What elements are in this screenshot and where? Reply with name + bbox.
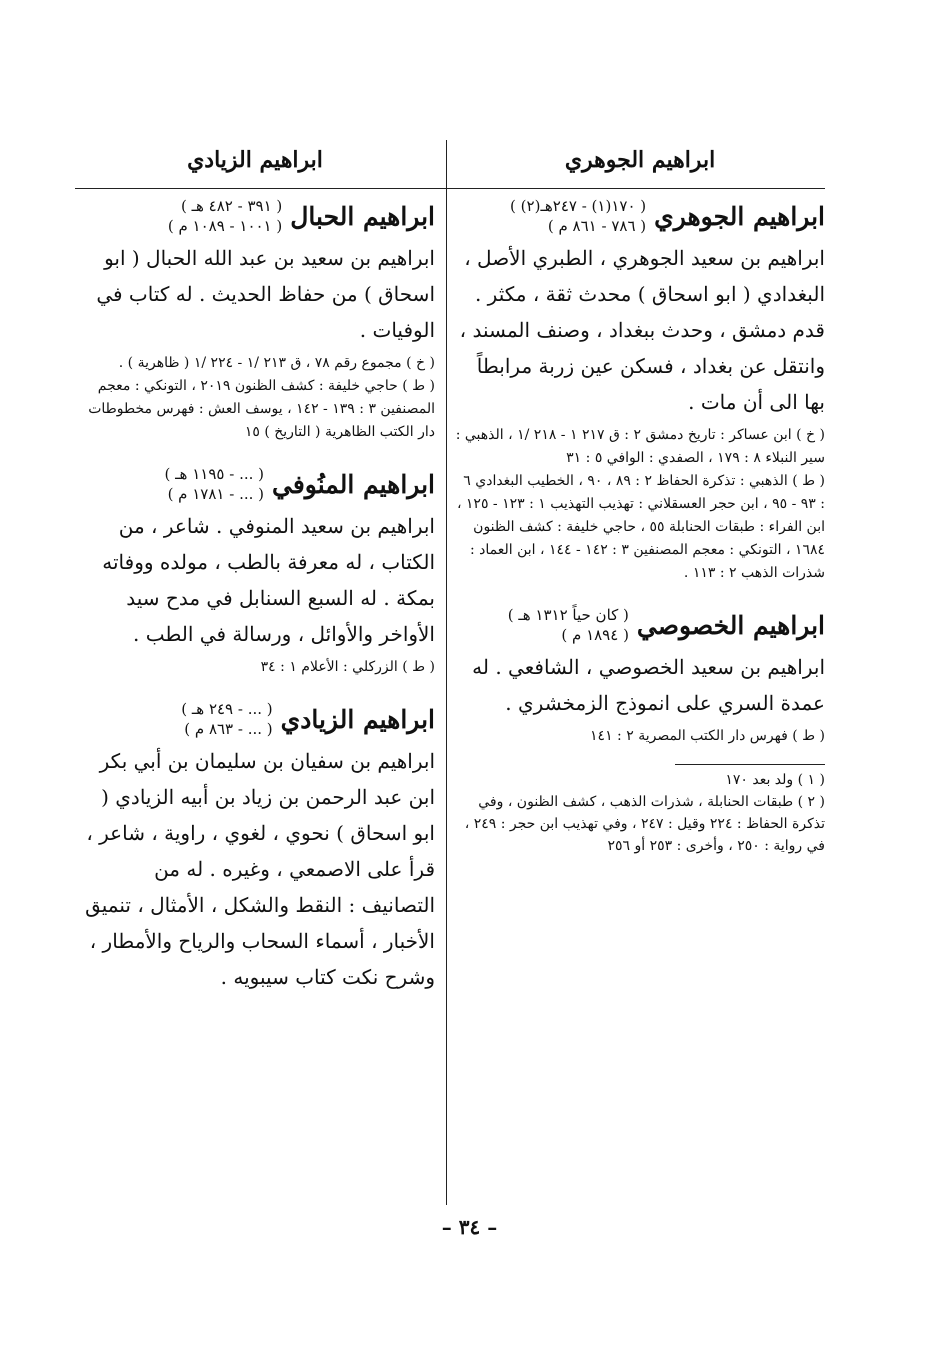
reference-printed: ( ط ) حاجي خليفة : كشف الظنون ٢٠١٩ ، التونكي : معجم المصنفين ٣ : ١٣٩ - ١٤٢ ، يوسف العش : فهرس مخطوطات دار الكتب الظاهرية ( التاريخ ) ١٥ [88, 378, 435, 440]
dates-hijri: ( ١٧٠(١) - ٢٤٧هـ(٢) ) [510, 197, 647, 215]
page-number: – ٣٤ – [441, 1215, 498, 1239]
footnotes [455, 769, 825, 857]
entry-body: ابراهيم بن سعيد الخصوصي ، الشافعي . له عمدة السري على انموذج الزمخشري . [472, 655, 825, 715]
entry-head [455, 605, 825, 645]
entry-dates [510, 196, 646, 236]
entry-name: ابراهيم الزيادي [280, 704, 435, 734]
entry-head [75, 196, 435, 236]
dates-gregorian: ( ... - ١٧٨١ م ) [167, 485, 265, 503]
dates-hijri: ( ٣٩١ - ٤٨٢ هـ ) [180, 197, 283, 215]
entry-body: ابراهيم بن سفيان بن سليمان بن أبي بكر ابن عبد الرحمن بن زياد بن أبيه الزيادي ( ابو اسحاق ) نحوي ، لغوي ، راوية ، شاعر ، قرأ على الاصمعي ، وغيره . له من التصانيف : النقط والشكل ، الأمثال ، تنميق الأخبار ، أسماء السحاب والرياح والأمطار ، وشرح نكت كتاب سيبويه . [85, 749, 435, 989]
footnote-2: ( ٢ ) طبقات الحنابلة ، شذرات الذهب ، كشف الظنون ، وفي تذكرة الحفاظ : ٢٢٤ وقيل : ٢٤٧ ، وفي تهذيب ابن حجر : ٢٤٩ ، في رواية : ٢٥٠ ، وأخرى : ٢٥٣ أو ٢٥٦ [464, 794, 825, 854]
entry-name: ابراهيم المنُوفي [272, 469, 435, 499]
reference-printed: ( ط ) فهرس دار الكتب المصرية ٢ : ١٤١ [590, 728, 825, 744]
dates-gregorian: ( ... - ٨٦٣ م ) [184, 720, 273, 738]
entry-body: ابراهيم بن سعيد المنوفي . شاعر ، من الكتاب ، له معرفة بالطب ، مولده ووفاته بمكة . له السبع السنابل في مدح سيد الأواخر والأوائل ، ورسالة في الطب . [102, 514, 435, 646]
entry-ziyadi [75, 699, 435, 995]
reference-printed: ( ط ) الزركلي : الأعلام ١ : ٣٤ [260, 659, 435, 675]
entry-body: ابراهيم بن سعيد بن عبد الله الحبال ( ابو اسحاق ) من حفاظ الحديث . له كتاب في الوفيات . [96, 246, 435, 342]
entry-habbal [75, 196, 435, 444]
entry-name: ابراهيم الخصوصي [636, 610, 825, 640]
entry-references [455, 725, 825, 748]
right-column-header: ابراهيم الجوهري [564, 147, 716, 173]
entry-dates [168, 196, 282, 236]
entry-khususi [455, 605, 825, 748]
entry-dates [508, 605, 629, 645]
dates-hijri: ( ... - ٢٤٩ هـ ) [181, 700, 273, 718]
entry-references [75, 352, 435, 444]
entry-references [75, 656, 435, 679]
entry-dates [165, 464, 264, 504]
reference-printed: ( ط ) الذهبي : تذكرة الحفاظ ٢ : ٨٩ ، ٩٠ ، الخطيب البغدادي ٦ : ٩٣ - ٩٥ ، ابن حجر العسقلاني : تهذيب التهذيب ١ : ١٢٣ - ١٢٥ ، ابن الفراء : طبقات الحنابلة ٥٥ ، حاجي خليفة : كشف الظنون ١٦٨٤ ، التونكي : معجم المصنفين ٣ : ١٤٢ - ١٤٤ ، ابن العماد : شذرات الذهب ٢ : ١١٣ . [456, 473, 825, 581]
left-column [75, 140, 435, 995]
entry-jawhari [455, 196, 825, 585]
entry-body: ابراهيم بن سعيد الجوهري ، الطبري الأصل ، البغدادي ( ابو اسحاق ) محدث ثقة ، مكثر . قدم دمشق ، وحدث ببغداد ، وصنف المسند ، وانتقل عن بغداد ، فسكن عين زربة مرابطاً بها الى أن مات . [459, 246, 825, 414]
entry-head [75, 464, 435, 504]
column-divider [446, 140, 447, 1205]
entry-dates [181, 699, 272, 739]
entry-references [455, 424, 825, 585]
right-column [455, 140, 825, 857]
reference-manuscript: ( خ ) ابن عساكر : تاريخ دمشق ٢ : ق ٢١٧ ١ - ٢١٨ /١ ، الذهبي : سير النبلاء ٨ : ١٧٩ ، الصفدي : الوافي ٥ : ٣١ [455, 427, 825, 466]
entry-manufi [75, 464, 435, 679]
entry-head [75, 699, 435, 739]
dates-gregorian: ( ٧٨٦ - ٨٦١ م ) [547, 217, 647, 235]
entry-name: ابراهيم الجوهري [654, 201, 825, 231]
entry-name: ابراهيم الحبال [290, 201, 435, 231]
left-column-header: ابراهيم الزيادي [187, 147, 323, 173]
footnote-rule [675, 764, 825, 765]
entry-head [455, 196, 825, 236]
dates-gregorian: ( ١٠٠١ - ١٠٨٩ م ) [167, 217, 283, 235]
footnote-1: ( ١ ) ولد بعد ١٧٠ [725, 772, 825, 788]
dates-gregorian: ( ١٨٩٤ م ) [561, 626, 629, 644]
reference-manuscript: ( خ ) مجموع رقم ٧٨ ، ق ٢١٣ /١ - ٢٢٤ /١ ( ظاهرية ) . [118, 355, 435, 371]
dates-hijri: ( ... - ١١٩٥ هـ ) [164, 465, 265, 483]
dates-hijri: ( كان حياً ١٣١٢ هـ ) [507, 606, 629, 624]
